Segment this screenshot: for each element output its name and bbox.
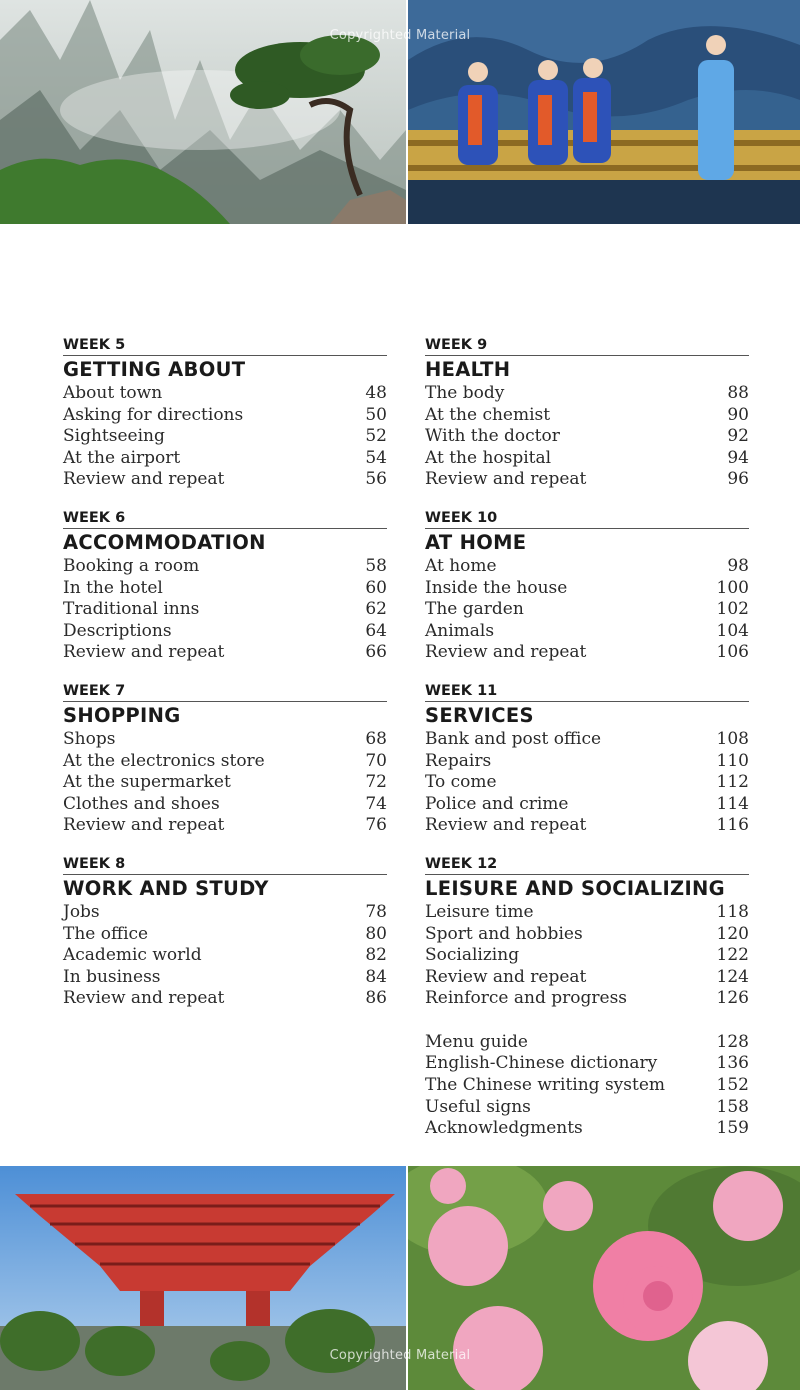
toc-entry	[63, 383, 387, 405]
toc-entry-page: 124	[716, 966, 749, 987]
toc-entry-title: Review and repeat	[425, 966, 587, 987]
week-label: WEEK 11	[425, 683, 749, 702]
toc-entry-title: Review and repeat	[63, 469, 225, 490]
toc-entry-title: Review and repeat	[63, 815, 225, 836]
toc-entry	[63, 772, 387, 794]
toc-entry-title: Bank and post office	[425, 728, 602, 749]
toc-entry	[425, 469, 749, 491]
toc-entry	[63, 967, 387, 989]
toc-entry-page: 116	[716, 815, 749, 836]
toc-entry-page: 82	[365, 945, 387, 966]
toc-entry-title: Animals	[425, 620, 495, 641]
toc-entry	[63, 621, 387, 643]
toc-entry	[425, 578, 749, 600]
week-label: WEEK 5	[63, 337, 387, 356]
toc-entry-page: 102	[716, 599, 749, 620]
toc-entry	[63, 599, 387, 621]
toc-entry-page: 68	[365, 728, 387, 749]
toc-entry-page: 48	[365, 383, 387, 403]
toc-entry-page: 76	[365, 815, 387, 836]
contents-column-left	[63, 337, 387, 1029]
toc-entry-title: Asking for directions	[63, 404, 244, 425]
toc-entry-title: In business	[63, 966, 161, 987]
toc-entry-title: Jobs	[63, 901, 100, 922]
week-title: LEISURE AND SOCIALIZING	[425, 876, 725, 900]
toc-entry-page: 122	[716, 945, 749, 966]
week-title: ACCOMMODATION	[63, 530, 266, 554]
toc-entry-page: 50	[365, 404, 387, 425]
toc-entry-page: 114	[716, 793, 749, 814]
toc-entry	[63, 794, 387, 816]
toc-entry-title: With the doctor	[425, 426, 560, 447]
toc-entry	[63, 426, 387, 448]
week-section	[63, 337, 387, 491]
toc-entry-title: At the electronics store	[63, 750, 265, 771]
toc-entry	[425, 815, 749, 837]
toc-entry-title: Review and repeat	[63, 988, 225, 1009]
toc-entry	[425, 772, 749, 794]
toc-entry-page: 159	[716, 1118, 749, 1139]
toc-entry-title: Useful signs	[425, 1096, 531, 1117]
toc-entry-page: 74	[365, 793, 387, 814]
toc-entry-page: 60	[365, 577, 387, 598]
week-title: AT HOME	[425, 530, 527, 554]
toc-entry-title: Reinforce and progress	[425, 988, 628, 1009]
toc-entry-page: 92	[727, 426, 749, 447]
toc-entry-page: 94	[727, 447, 749, 468]
toc-entry	[63, 815, 387, 837]
toc-entry-page: 90	[727, 404, 749, 425]
back-matter-list	[425, 1032, 749, 1140]
toc-entry-page: 66	[365, 642, 387, 663]
week-section	[425, 337, 749, 491]
toc-entry-title: Descriptions	[63, 620, 172, 641]
toc-entry	[425, 924, 749, 946]
toc-entry	[425, 945, 749, 967]
week-section	[425, 510, 749, 664]
week-title: HEALTH	[425, 358, 511, 381]
toc-entry-page: 58	[365, 555, 387, 576]
toc-entry	[425, 988, 749, 1010]
toc-entry-title: Socializing	[425, 945, 520, 966]
watermark: Copyrighted Material	[329, 1348, 471, 1363]
toc-entry	[425, 794, 749, 816]
toc-entry	[63, 642, 387, 664]
toc-entry	[425, 621, 749, 643]
toc-entry	[63, 751, 387, 773]
toc-entry-title: At the hospital	[425, 447, 552, 468]
watermark: Copyrighted Material	[329, 28, 471, 43]
toc-entry-title: Review and repeat	[425, 469, 587, 490]
toc-entry-title: About town	[63, 383, 163, 403]
toc-entry	[63, 448, 387, 470]
toc-entry-page: 136	[716, 1053, 749, 1074]
toc-entry	[63, 988, 387, 1010]
toc-entry-page: 72	[365, 772, 387, 793]
toc-entry-page: 126	[716, 988, 749, 1009]
toc-entry-page: 110	[716, 750, 749, 771]
toc-entry-page: 108	[716, 728, 749, 749]
toc-entry	[425, 1118, 749, 1140]
toc-entry-page: 152	[716, 1075, 749, 1096]
toc-entry	[425, 383, 749, 405]
toc-entry	[425, 967, 749, 989]
week-label: WEEK 7	[63, 683, 387, 702]
toc-entry-page: 98	[727, 555, 749, 576]
toc-entry-page: 84	[365, 966, 387, 987]
week-section	[63, 510, 387, 664]
toc-entry	[63, 556, 387, 578]
toc-entry	[425, 902, 749, 924]
toc-entry-page: 106	[716, 642, 749, 663]
toc-entry	[63, 729, 387, 751]
week-section	[425, 856, 749, 1010]
toc-entry-title: Clothes and shoes	[63, 793, 220, 814]
toc-entry	[425, 1032, 749, 1054]
toc-entry	[63, 902, 387, 924]
toc-entry-page: 86	[365, 988, 387, 1009]
toc-entry-page: 54	[365, 447, 387, 468]
week-title: WORK AND STUDY	[63, 876, 269, 900]
toc-entry-page: 62	[365, 599, 387, 620]
toc-entry-title: Police and crime	[425, 793, 569, 814]
toc-entry-title: Review and repeat	[425, 815, 587, 836]
toc-entry	[425, 556, 749, 578]
toc-entry	[425, 448, 749, 470]
contents-column-right	[425, 337, 749, 1140]
toc-entry	[425, 1053, 749, 1075]
toc-entry-title: Shops	[63, 728, 116, 749]
toc-entry-title: Booking a room	[63, 555, 200, 576]
toc-entry-page: 56	[365, 469, 387, 490]
toc-entry-title: The garden	[425, 599, 524, 620]
week-label: WEEK 8	[63, 856, 387, 875]
toc-entry-title: Repairs	[425, 750, 492, 771]
week-label: WEEK 10	[425, 510, 749, 529]
toc-entry-title: At the chemist	[425, 404, 551, 425]
toc-entry-title: In the hotel	[63, 577, 163, 598]
toc-entry	[425, 405, 749, 427]
toc-entry	[63, 924, 387, 946]
toc-entry-page: 158	[716, 1096, 749, 1117]
toc-entry-page: 118	[716, 901, 749, 922]
toc-entry	[63, 578, 387, 600]
week-label: WEEK 12	[425, 856, 749, 875]
week-title: SHOPPING	[63, 703, 181, 727]
toc-entry-title: Academic world	[63, 945, 202, 966]
toc-entry	[63, 945, 387, 967]
toc-entry-title: To come	[425, 772, 497, 793]
toc-entry-title: The body	[425, 383, 505, 403]
toc-entry-title: Review and repeat	[425, 642, 587, 663]
toc-entry-title: Sightseeing	[63, 426, 165, 447]
week-section	[63, 856, 387, 1010]
toc-entry-title: English-Chinese dictionary	[425, 1053, 658, 1074]
toc-entry-title: At the supermarket	[63, 772, 231, 793]
toc-entry	[425, 1075, 749, 1097]
toc-entry-title: At home	[425, 555, 497, 576]
toc-entry	[63, 405, 387, 427]
toc-entry-page: 88	[727, 383, 749, 403]
toc-entry	[425, 1097, 749, 1119]
week-title: SERVICES	[425, 703, 534, 727]
toc-entry-title: Review and repeat	[63, 642, 225, 663]
week-label: WEEK 6	[63, 510, 387, 529]
toc-entry	[425, 751, 749, 773]
toc-entry	[63, 469, 387, 491]
toc-entry-title: The Chinese writing system	[425, 1075, 666, 1096]
toc-entry-title: Inside the house	[425, 577, 568, 598]
toc-entry-title: The office	[63, 923, 149, 944]
toc-entry-page: 112	[716, 772, 749, 793]
toc-entry-page: 96	[727, 469, 749, 490]
toc-entry-page: 64	[365, 620, 387, 641]
week-title: GETTING ABOUT	[63, 358, 246, 381]
toc-entry-page: 128	[716, 1031, 749, 1052]
toc-entry-title: Sport and hobbies	[425, 923, 583, 944]
toc-entry	[425, 599, 749, 621]
toc-entry	[425, 729, 749, 751]
toc-entry-page: 80	[365, 923, 387, 944]
toc-entry	[425, 642, 749, 664]
toc-entry	[425, 426, 749, 448]
toc-entry-title: Menu guide	[425, 1031, 528, 1052]
week-section	[63, 683, 387, 837]
toc-entry-page: 104	[716, 620, 749, 641]
toc-entry-title: Acknowledgments	[425, 1118, 583, 1139]
week-section	[425, 683, 749, 837]
toc-entry-page: 78	[365, 901, 387, 922]
toc-entry-page: 100	[716, 577, 749, 598]
toc-entry-title: Traditional inns	[63, 599, 200, 620]
toc-entry-page: 120	[716, 923, 749, 944]
toc-entry-page: 70	[365, 750, 387, 771]
week-label: WEEK 9	[425, 337, 749, 356]
toc-entry-title: Leisure time	[425, 901, 534, 922]
toc-entry-page: 52	[365, 426, 387, 447]
toc-entry-title: At the airport	[63, 447, 181, 468]
